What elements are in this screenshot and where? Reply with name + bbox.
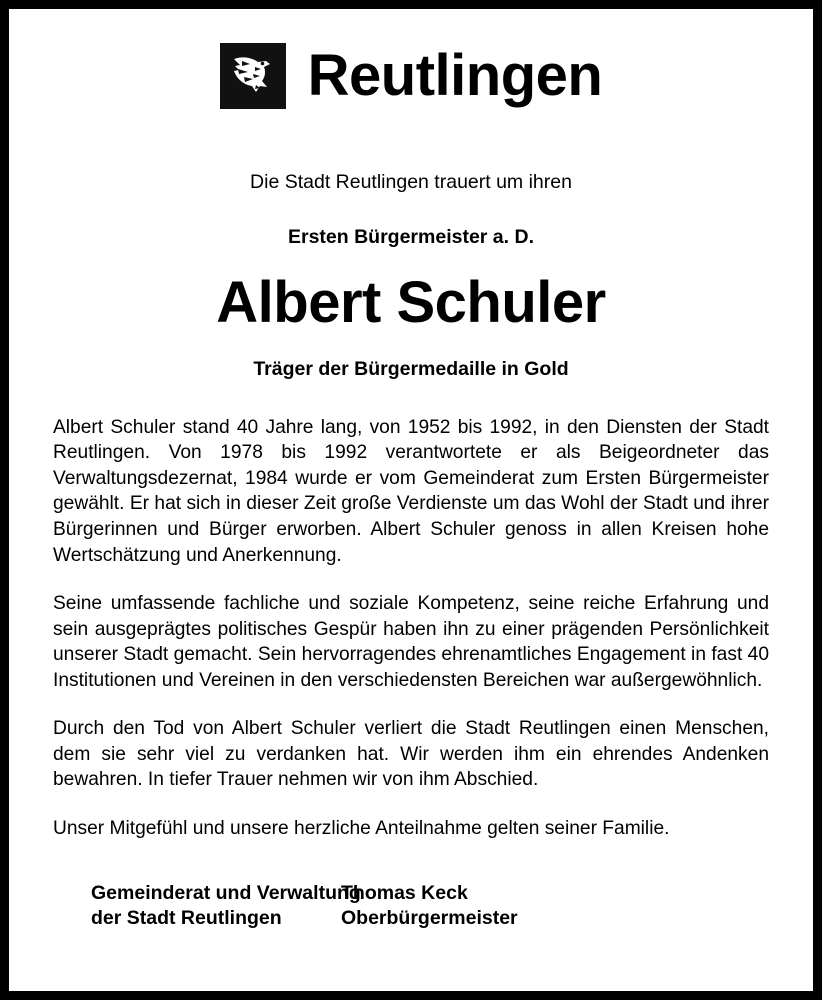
honour-text: Träger der Bürgermedaille in Gold <box>253 357 569 380</box>
paragraph: Seine umfassende fachliche und soziale Kompetenz, seine reiche Erfahrung und sein ausgeprägtes politisches Gespür haben ihn zu einer prägenden Persönlichkeit unserer Stadt gemacht. Sein hervorragendes ehrenamtliches Engagement in fast 40 Institutionen und Vereinen in den verschiedensten Bereichen war außergewöhnlich. <box>53 593 769 691</box>
paragraph: Unser Mitgefühl und unsere herzliche Anteilnahme gelten seiner Familie. <box>53 817 670 839</box>
body-copy <box>53 415 769 841</box>
signature-left <box>91 881 361 931</box>
lead-text: Die Stadt Reutlingen trauert um ihren <box>250 171 572 193</box>
signature-block <box>53 881 769 931</box>
paragraph: Durch den Tod von Albert Schuler verliert die Stadt Reutlingen einen Menschen, dem sie sehr viel zu verdanken hat. Wir werden ihm ein ehrendes Andenken bewahren. In tiefer Trauer nehmen wir von ihm Abschied. <box>53 718 769 791</box>
signature-left-line1: Gemeinderat und Verwaltung <box>91 882 361 905</box>
deceased-name: Albert Schuler <box>216 270 606 335</box>
reutlingen-coat-of-arms-icon <box>220 43 286 109</box>
signature-right-line2: Oberbürgermeister <box>341 907 518 930</box>
paragraph: Albert Schuler stand 40 Jahre lang, von 1952 bis 1992, in den Diensten der Stadt Reutlingen. Von 1978 bis 1992 verantwortete er als Beigeordneter das Verwaltungsdezernat, 1984 wurde er vom Gemeinderat zum Ersten Bürgermeister gewählt. Er hat sich in dieser Zeit große Verdienste um das Wohl der Stadt und ihrer Bürgerinnen und Bürger erworben. Albert Schuler genoss in allen Kreisen hohe Wertschätzung und Anerkennung. <box>53 416 769 566</box>
signature-right <box>341 881 518 931</box>
signature-left-line2: der Stadt Reutlingen <box>91 907 282 930</box>
signature-right-line1: Thomas Keck <box>341 882 468 905</box>
city-logo <box>53 43 769 109</box>
city-name: Reutlingen <box>307 43 603 108</box>
deceased-role: Ersten Bürgermeister a. D. <box>287 226 534 248</box>
